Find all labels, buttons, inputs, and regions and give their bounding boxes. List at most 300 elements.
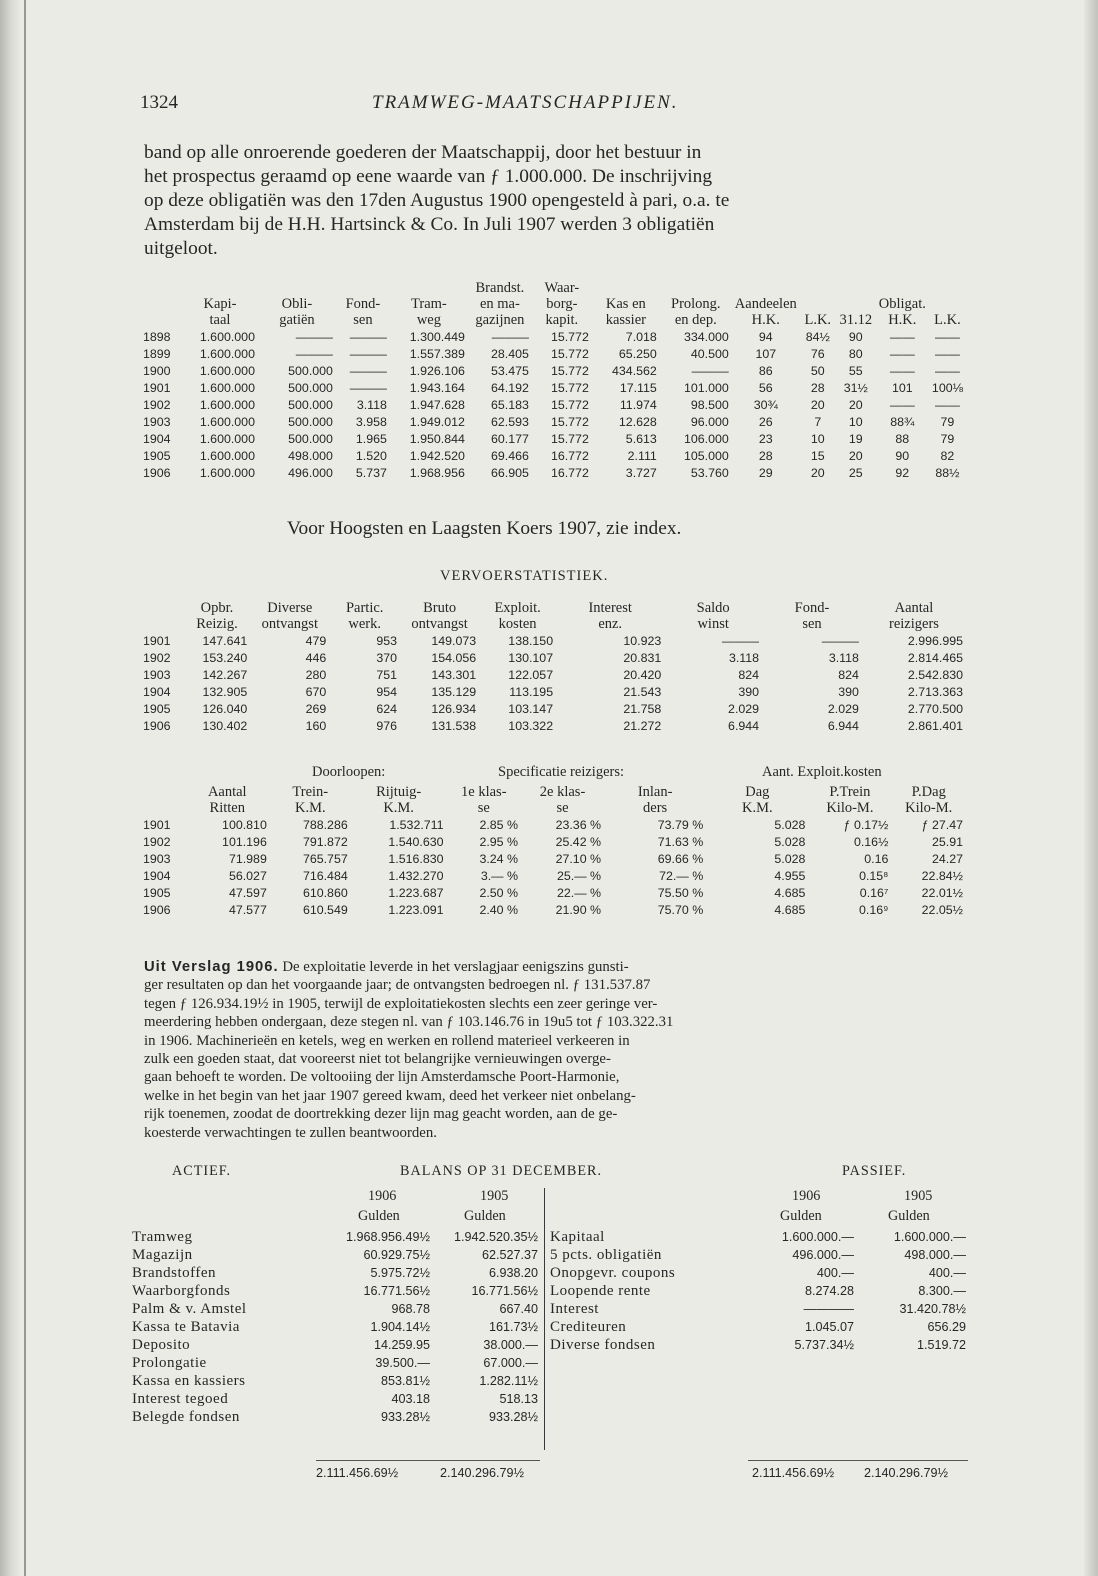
table-cell: 2.542.830 — [907, 667, 963, 682]
table-row — [140, 345, 966, 362]
table-row — [140, 901, 966, 918]
balance-item: Loopende rente — [550, 1282, 651, 1299]
table-cell: 22.05½ — [921, 902, 963, 917]
column-header: Reizig. — [196, 616, 238, 632]
column-header: Obli- — [281, 296, 313, 312]
balance-divider — [544, 1188, 545, 1450]
table-cell: 22.84½ — [921, 868, 963, 883]
table-cell: 953 — [376, 633, 398, 648]
table-cell: 1.943.164 — [409, 380, 465, 395]
balance-row — [130, 1408, 540, 1426]
trips-table — [140, 784, 966, 918]
table-cell: 1.600.000 — [199, 363, 255, 378]
column-header: Fond- — [345, 296, 381, 312]
balance-amount: 400.— — [928, 1266, 966, 1280]
year-cell: 1903 — [143, 414, 171, 429]
table-cell: 88½ — [935, 465, 960, 480]
table-cell: ƒ 0.17½ — [843, 817, 889, 832]
balance-amount: ———— — [803, 1302, 854, 1316]
column-header: kapit. — [545, 312, 579, 328]
table-cell: 498.000 — [288, 448, 333, 463]
table-cell: 269 — [305, 701, 327, 716]
table-cell: 791.872 — [302, 834, 348, 849]
table-cell: 20 — [848, 448, 863, 463]
actief-table — [130, 1228, 540, 1426]
column-header: Opbr. — [200, 600, 234, 616]
balance-item: Tramweg — [132, 1228, 193, 1245]
running-title: TRAMWEG-MAATSCHAPPIJEN. — [372, 92, 679, 113]
column-header: H.K. — [888, 312, 917, 328]
table-cell: 751 — [376, 667, 398, 682]
table-cell: 1.223.091 — [388, 902, 444, 917]
table-cell: 94 — [758, 329, 773, 344]
table-cell: 1.947.628 — [409, 397, 465, 412]
column-header: winst — [697, 616, 729, 632]
column-header — [140, 280, 182, 296]
year-cell: 1901 — [143, 380, 171, 395]
table-cell: 976 — [376, 718, 398, 733]
table-cell: 64.192 — [490, 380, 529, 395]
table-cell: 1.926.106 — [409, 363, 465, 378]
balance-item: Waarborgfonds — [132, 1282, 231, 1299]
table-row — [140, 430, 966, 447]
year-cell: 1902 — [143, 834, 171, 849]
balance-row — [130, 1300, 540, 1318]
column-header: 2e klas- — [539, 784, 586, 800]
actief-total-rule — [316, 1460, 540, 1461]
table-cell: 4.685 — [774, 885, 806, 900]
column-header: Diverse — [267, 600, 313, 616]
table-cell: 496.000 — [288, 465, 333, 480]
balance-amount: 62.527.37 — [481, 1248, 538, 1262]
balance-row — [130, 1264, 540, 1282]
unit-head: Gulden — [464, 1208, 506, 1224]
table-cell: 101.000 — [683, 380, 729, 395]
table-cell: 1.600.000 — [199, 380, 255, 395]
table-cell: ——— — [491, 329, 529, 344]
trips-group-headers — [0, 764, 1098, 784]
column-header: Aantal — [894, 600, 934, 616]
column-header: sen — [353, 312, 373, 328]
table-row — [140, 447, 966, 464]
column-header: Kas en — [605, 296, 646, 312]
table-cell: ——— — [295, 329, 333, 344]
column-header: se — [556, 800, 569, 816]
column-header: Kilo-M. — [826, 800, 874, 816]
report-line: gaan behoeft te worden. De voltooiing der lijn Amsterdamsche Poort-Harmonie, — [144, 1069, 620, 1086]
balance-row — [548, 1300, 968, 1318]
column-header: K.M. — [741, 800, 773, 816]
table-cell: 53.475 — [490, 363, 529, 378]
table-cell: 90 — [848, 329, 863, 344]
table-cell: 5.028 — [774, 851, 806, 866]
table-cell: —— — [935, 346, 960, 361]
balance-row — [130, 1228, 540, 1246]
table-cell: 149.073 — [431, 633, 477, 648]
column-header: borg- — [546, 296, 578, 312]
table-cell: 15.772 — [550, 397, 589, 412]
table-cell: ƒ 27.47 — [921, 817, 963, 832]
table-cell: 1.600.000 — [199, 465, 255, 480]
table-cell: 72.— % — [659, 868, 704, 883]
table-cell: 66.905 — [490, 465, 529, 480]
column-header: L.K. — [804, 312, 832, 328]
table-cell: 10 — [810, 431, 825, 446]
balance-amount: 161.73½ — [488, 1320, 538, 1334]
header-row — [140, 296, 966, 312]
table-row — [140, 833, 966, 850]
year-cell: 1905 — [143, 885, 171, 900]
table-cell: 47.577 — [228, 902, 267, 917]
table-cell: 84½ — [805, 329, 830, 344]
unit-head: Gulden — [358, 1208, 400, 1224]
balance-amount: 403.18 — [391, 1392, 430, 1406]
table-cell: 2.029 — [827, 701, 859, 716]
table-cell: 1.223.687 — [388, 885, 444, 900]
table-cell: 1.532.711 — [389, 817, 444, 832]
table-cell: 5.737 — [355, 465, 387, 480]
table-cell: 765.757 — [302, 851, 348, 866]
table-cell: 2.814.465 — [907, 650, 963, 665]
passief-label: PASSIEF. — [842, 1163, 907, 1179]
balance-amount: 933.28½ — [380, 1410, 430, 1424]
year-cell: 1903 — [143, 851, 171, 866]
table-cell: 23 — [758, 431, 773, 446]
column-header: K.M. — [294, 800, 326, 816]
table-cell: 28 — [758, 448, 773, 463]
column-header — [140, 296, 182, 312]
balance-header — [0, 1163, 1098, 1185]
table-cell: 122.057 — [508, 667, 554, 682]
page-header — [140, 92, 974, 120]
table-cell: 16.772 — [550, 448, 589, 463]
table-cell: 0.16½ — [853, 834, 889, 849]
column-header: kosten — [498, 616, 537, 632]
column-header: gazijnen — [475, 312, 525, 328]
table-cell: 135.129 — [431, 684, 477, 699]
header-row — [140, 784, 966, 800]
column-header: L.K. — [934, 312, 961, 328]
column-header: Exploit. — [494, 600, 541, 616]
balance-row — [130, 1318, 540, 1336]
table-cell: 88¾ — [890, 414, 915, 429]
table-cell: 4.955 — [774, 868, 806, 883]
column-header: H.K. — [751, 312, 780, 328]
table-cell: 434.562 — [612, 363, 657, 378]
table-cell: 15.772 — [550, 363, 589, 378]
table-cell: 21.543 — [623, 684, 662, 699]
table-row — [140, 683, 966, 700]
balance-item: Kassa te Batavia — [132, 1318, 240, 1335]
table-row — [140, 717, 966, 734]
table-row — [140, 700, 966, 717]
text-line: Amsterdam bij de H.H. Hartsinck & Co. In Juli 1907 werden 3 obligatiën — [144, 214, 715, 235]
table-cell: —— — [935, 397, 960, 412]
table-cell: 98.500 — [690, 397, 729, 412]
table-cell: 21.272 — [623, 718, 662, 733]
koers-note: Voor Hoogsten en Laagsten Koers 1907, zie index. — [287, 518, 682, 539]
column-header: Aantal — [207, 784, 247, 800]
table-cell: 2.50 % — [479, 885, 519, 900]
balance-amount: 400.— — [816, 1266, 854, 1280]
table-cell: 5.028 — [774, 834, 806, 849]
balance-amount: 38.000.— — [483, 1338, 538, 1352]
table-cell: 100⅛ — [931, 380, 963, 395]
table-cell: 1.949.012 — [409, 414, 465, 429]
page-number: 1324 — [140, 92, 178, 113]
table-cell: 90 — [895, 448, 910, 463]
table-cell: 25.— % — [556, 868, 602, 883]
table-cell: 22.— % — [556, 885, 602, 900]
table-cell: 954 — [376, 684, 398, 699]
column-header: Trein- — [292, 784, 329, 800]
year-cell: 1905 — [143, 701, 171, 716]
table-cell: 2.95 % — [479, 834, 519, 849]
report-line: in 1906. Machinerieën en ketels, weg en werken en rollend materieel verkeeren in — [144, 1032, 630, 1049]
table-cell: 0.15⁸ — [859, 868, 889, 883]
balance-amount: 16.771.56½ — [471, 1284, 538, 1298]
balance-amount: 31.420.78½ — [899, 1302, 966, 1316]
header-row — [140, 800, 966, 816]
table-row — [140, 666, 966, 683]
intro-paragraph — [144, 141, 980, 261]
balance-row — [548, 1336, 968, 1354]
table-cell: 100.810 — [222, 817, 267, 832]
balance-amount: 518.13 — [499, 1392, 538, 1406]
table-row — [140, 362, 966, 379]
table-cell: 610.860 — [302, 885, 348, 900]
table-cell: 79 — [940, 431, 955, 446]
header-row — [140, 312, 966, 328]
balance-amount: 853.81½ — [380, 1374, 430, 1388]
column-header — [836, 296, 876, 312]
table-cell: 0.16 — [864, 851, 889, 866]
table-cell: —— — [935, 329, 960, 344]
table-cell: 0.16⁷ — [859, 885, 889, 900]
table-cell: 446 — [305, 650, 327, 665]
table-cell: 101 — [891, 380, 913, 395]
table-cell: 500.000 — [288, 380, 333, 395]
table-cell: 370 — [376, 650, 398, 665]
table-cell: 107 — [755, 346, 777, 361]
table-cell: 82 — [940, 448, 955, 463]
column-header — [732, 280, 800, 296]
column-header: Prolong. — [671, 296, 721, 312]
column-header — [929, 280, 966, 296]
column-header: Brandst. — [475, 280, 525, 296]
table-cell: 1.432.270 — [388, 868, 444, 883]
table-cell: 25.91 — [931, 834, 963, 849]
table-cell: 17.115 — [619, 380, 657, 395]
annual-report-excerpt — [144, 958, 964, 1142]
column-header: P.Trein — [829, 784, 871, 800]
table-cell: 28.405 — [490, 346, 529, 361]
table-cell: 86 — [758, 363, 773, 378]
year-head: 1905 — [480, 1188, 509, 1204]
column-header — [140, 312, 182, 328]
balance-amount: 1.904.14½ — [370, 1320, 430, 1334]
column-header: weg — [416, 312, 441, 328]
table-cell: 716.484 — [302, 868, 348, 883]
table-cell: 73.79 % — [657, 817, 704, 832]
column-header: Bruto — [423, 600, 457, 616]
table-cell: 23.36 % — [555, 817, 602, 832]
report-line: De exploitatie leverde in het verslagjaar eenigszins gunsti- — [278, 959, 629, 975]
year-cell: 1898 — [143, 329, 171, 344]
year-cell: 1901 — [143, 633, 171, 648]
table-cell: 500.000 — [288, 363, 333, 378]
table-cell: 147.641 — [202, 633, 248, 648]
balance-item: Onopgevr. coupons — [550, 1264, 676, 1281]
balance-row — [548, 1264, 968, 1282]
table-cell: 7 — [814, 414, 822, 429]
table-cell: 15.772 — [550, 346, 589, 361]
table-cell: 5.613 — [625, 431, 657, 446]
column-header: taal — [209, 312, 231, 328]
table-cell: 31½ — [843, 380, 868, 395]
table-cell: 71.63 % — [657, 834, 704, 849]
table-cell: 15 — [810, 448, 825, 463]
table-cell: 20 — [848, 397, 863, 412]
table-cell: 138.150 — [508, 633, 554, 648]
column-header: Rijtuig- — [376, 784, 422, 800]
table-cell: 3.727 — [625, 465, 657, 480]
table-cell: 1.600.000 — [199, 346, 255, 361]
actief-total-1906: 2.111.456.69½ — [316, 1466, 399, 1480]
table-row — [140, 884, 966, 901]
table-cell: 2.713.363 — [907, 684, 963, 699]
column-header: 31.12 — [839, 312, 873, 328]
column-header: P.Dag — [911, 784, 946, 800]
year-cell: 1906 — [143, 902, 171, 917]
year-cell: 1903 — [143, 667, 171, 682]
table-cell: 20 — [810, 397, 825, 412]
table-cell: 56.027 — [228, 868, 267, 883]
balance-item: Palm & v. Amstel — [132, 1300, 247, 1317]
vervoer-title: VERVOERSTATISTIEK. — [440, 568, 609, 584]
table-cell: 106.000 — [683, 431, 729, 446]
table-cell: 7.018 — [625, 329, 657, 344]
balance-item: Prolongatie — [132, 1354, 207, 1371]
table-cell: 29 — [758, 465, 773, 480]
balance-amount: 14.259.95 — [373, 1338, 430, 1352]
table-cell: 21.90 % — [555, 902, 602, 917]
table-cell: 65.250 — [618, 346, 657, 361]
year-cell: 1904 — [143, 868, 171, 883]
table-cell: 26 — [758, 414, 773, 429]
table-cell: 126.934 — [431, 701, 477, 716]
table-cell: 11.974 — [619, 397, 657, 412]
table-cell: 1.540.630 — [388, 834, 444, 849]
column-header: enz. — [598, 616, 623, 632]
balance-item: Diverse fondsen — [550, 1336, 656, 1353]
table-cell: ——— — [349, 380, 387, 395]
table-cell: 5.028 — [774, 817, 806, 832]
table-cell: 1.520 — [355, 448, 387, 463]
table-cell: 25 — [848, 465, 863, 480]
table-cell: ——— — [295, 346, 333, 361]
balance-row — [548, 1282, 968, 1300]
table-cell: 160 — [305, 718, 327, 733]
balance-amount: 1.968.956.49½ — [345, 1230, 430, 1244]
passief-total-1905: 2.140.296.79½ — [864, 1466, 949, 1480]
balance-amount: 656.29 — [927, 1320, 966, 1334]
report-line: rijk toenemen, zoodat de doortrekking dezer lijn mag geacht worden, aan de ge- — [144, 1106, 618, 1123]
table-cell: 22.01½ — [921, 885, 963, 900]
balance-amount: 496.000.— — [792, 1248, 854, 1262]
year-cell: 1904 — [143, 431, 171, 446]
balance-item: Kassa en kassiers — [132, 1372, 246, 1389]
column-header — [140, 800, 185, 816]
column-header — [182, 280, 258, 296]
text-line: op deze obligatiën was den 17den Augustus 1900 opengesteld à pari, o.a. te — [144, 190, 730, 211]
year-cell: 1906 — [143, 718, 171, 733]
table-cell: 2.996.995 — [907, 633, 963, 648]
balance-item: Magazijn — [132, 1246, 193, 1263]
table-cell: 1.942.520 — [409, 448, 465, 463]
balance-amount: 968.78 — [391, 1302, 430, 1316]
year-cell: 1902 — [143, 397, 171, 412]
table-cell: 103.147 — [508, 701, 554, 716]
column-header — [140, 616, 184, 632]
balance-row — [130, 1246, 540, 1264]
table-cell: 788.286 — [302, 817, 348, 832]
balance-title: BALANS OP 31 DECEMBER. — [400, 1163, 602, 1179]
table-cell: 56 — [758, 380, 773, 395]
table-cell: 1.557.389 — [409, 346, 465, 361]
table-cell: 624 — [376, 701, 398, 716]
text-line: uitgeloot. — [144, 238, 218, 259]
table-row — [140, 379, 966, 396]
table-cell: 80 — [848, 346, 863, 361]
table-cell: 24.27 — [931, 851, 963, 866]
table-cell: 143.301 — [431, 667, 477, 682]
table-cell: —— — [889, 363, 915, 378]
actief-label: ACTIEF. — [172, 1163, 232, 1179]
column-header: kassier — [605, 312, 646, 328]
balance-row — [548, 1246, 968, 1264]
table-cell: 15.772 — [550, 431, 589, 446]
table-cell: 130.107 — [508, 650, 554, 665]
column-header: se — [477, 800, 490, 816]
table-row — [140, 649, 966, 666]
table-cell: 824 — [838, 667, 859, 682]
column-header: ders — [643, 800, 668, 816]
table-cell: 500.000 — [288, 397, 333, 412]
balance-item: 5 pcts. obligatiën — [550, 1246, 662, 1263]
table-cell: 15.772 — [550, 380, 589, 395]
table-cell: 15.772 — [550, 414, 589, 429]
table-cell: 126.040 — [202, 701, 248, 716]
table-cell: 390 — [738, 684, 760, 699]
balance-amount: 1.600.000.— — [781, 1230, 854, 1244]
table-cell: 62.593 — [490, 414, 529, 429]
table-cell: 1.600.000 — [199, 448, 255, 463]
table-cell: 670 — [305, 684, 327, 699]
year-cell: 1902 — [143, 650, 171, 665]
table-cell: 500.000 — [288, 431, 333, 446]
table-cell: ——— — [349, 329, 387, 344]
table-cell: 88 — [895, 431, 910, 446]
report-line: zulk een goeden staat, dat vooreerst niet tot belangrijke vernieuwingen overge- — [144, 1051, 611, 1068]
column-header: Partic. — [345, 600, 384, 616]
unit-head: Gulden — [888, 1208, 930, 1224]
balance-row — [130, 1372, 540, 1390]
report-line: welke in het begin van het jaar 1907 gereed kwam, deed het verkeer niet onbelang- — [144, 1087, 636, 1104]
table-cell: 2.029 — [728, 701, 760, 716]
table-cell: 154.056 — [431, 650, 477, 665]
year-cell: 1905 — [143, 448, 171, 463]
